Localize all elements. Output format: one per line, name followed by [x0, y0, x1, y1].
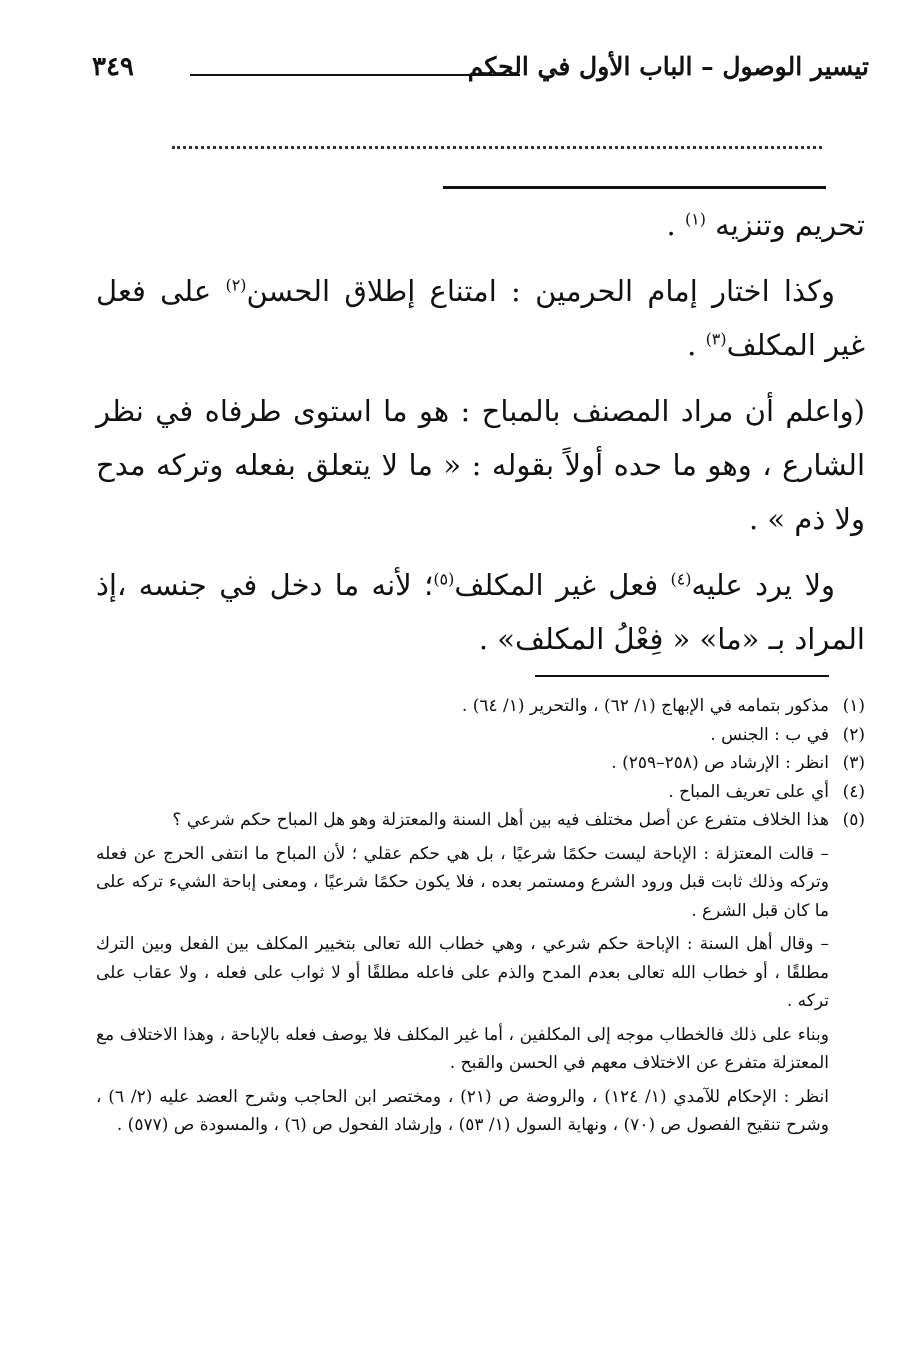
paragraph-3 — [96, 384, 865, 546]
paragraph-4-text-b: فعل غير المكلف — [454, 568, 671, 602]
footnote-ref-4[interactable]: (٤) — [670, 569, 692, 589]
paragraph-4 — [96, 558, 865, 666]
running-title: تيسير الوصول – الباب الأول في الحكم — [467, 52, 869, 81]
paragraph-2-end: . — [687, 328, 706, 362]
paragraph-3-text: (واعلم أن مراد المصنف بالمباح : هو ما استوى طرفاه في نظر الشارع ، وهو ما حده أولاً بقوله : « ما لا يتعلق بفعله وتركه مدح ولا ذم » . — [96, 394, 865, 536]
footnote-ref-5[interactable]: (٥) — [433, 569, 455, 589]
footnote-text: انظر : الإرشاد ص (٢٥٨–٢٥٩) . — [611, 753, 829, 773]
footnote-5-para-3: – وقال أهل السنة : الإباحة حكم شرعي ، وهي خطاب الله تعالى بتخيير المكلف بين الفعل وبين الترك مطلقًا ، أو خطاب الله تعالى بعدم المدح والذم على فاعله مطلقًا أو لا ثواب على فعله ، ولا عقاب على تركه . — [96, 934, 829, 1011]
paragraph-2 — [96, 264, 865, 372]
omission-dotted-line — [172, 146, 822, 149]
section-rule — [443, 186, 826, 189]
paragraph-4-text-c: ؛ لأنه ما دخل في جنسه ،إذ المراد بـ «ما» « فِعْلُ المكلف» . — [96, 568, 865, 656]
page-number: ٣٤٩ — [92, 52, 134, 82]
paragraph-4-text-a: ولا يرد عليه — [691, 568, 835, 602]
paragraph-1 — [96, 198, 865, 252]
footnotes — [96, 692, 865, 1145]
footnote-text: في ب : الجنس . — [710, 724, 829, 745]
footnote-5 — [96, 806, 865, 1145]
footnote-number: (١) — [842, 696, 865, 716]
footnote-number: (٢) — [842, 724, 865, 745]
footnote-5-para-4: وبناء على ذلك فالخطاب موجه إلى المكلفين ، أما غير المكلف فلا يوصف فعله بالإباحة ، وهذا الاختلاف مع المعتزلة متفرع عن الاختلاف معهم في الحسن والقبح . — [96, 1024, 829, 1073]
footnote-separator — [535, 675, 829, 677]
footnote-5-para-5: انظر : الإحكام للآمدي (١/ ١٢٤) ، والروضة ص (٢١) ، ومختصر ابن الحاجب وشرح العضد عليه (٢/ ٦) ، وشرح تنقيح الفصول ص (٧٠) ، ونهاية السول (١/ ٥٣) ، وإرشاد الفحول ص (٦) ، والمسودة ص (٥٧٧) . — [96, 1086, 829, 1135]
paragraph-2-text-a: وكذا اختار إمام الحرمين : امتناع إطلاق الحسن — [246, 274, 835, 308]
footnote-5-para-1: هذا الخلاف متفرع عن أصل مختلف فيه بين أهل السنة والمعتزلة وهو هل المباح حكم شرعي ؟ — [172, 810, 829, 830]
footnote-number: (٥) — [842, 810, 865, 830]
page-header — [92, 52, 869, 96]
footnote-ref-3[interactable]: (٣) — [705, 329, 727, 349]
footnote-text — [96, 806, 829, 1145]
footnote-4 — [96, 778, 865, 807]
paragraph-1-text: تحريم وتنزيه — [715, 208, 865, 242]
footnote-5-para-2: – قالت المعتزلة : الإباحة ليست حكمًا شرعيًا ، بل هي حكم عقلي ؛ لأن المباح ما انتفى الحرج عن فعله وتركه وذلك ثابت قبل ورود الشرع ومستمر بعده ، فلا يكون حكمًا شرعيًا ، ومعنى إباحة الشيء تركه على ما كان قبل الشرع . — [96, 843, 829, 921]
footnote-ref-2[interactable]: (٢) — [225, 275, 247, 295]
footnote-text: أي على تعريف المباح . — [668, 781, 829, 802]
footnote-3 — [96, 749, 865, 778]
footnote-1 — [96, 692, 865, 721]
header-rule — [190, 74, 520, 76]
paragraph-2-text-b: على فعل غير المكلف — [96, 274, 865, 362]
footnote-ref-1[interactable]: (١) — [684, 209, 706, 229]
footnote-text: مذكور بتمامه في الإبهاج (١/ ٦٢) ، والتحرير (١/ ٦٤) . — [461, 696, 829, 716]
footnote-number: (٣) — [842, 753, 865, 773]
footnote-number: (٤) — [842, 781, 865, 802]
footnote-2 — [96, 721, 865, 750]
paragraph-1-end: . — [666, 208, 685, 242]
main-text — [96, 198, 865, 678]
